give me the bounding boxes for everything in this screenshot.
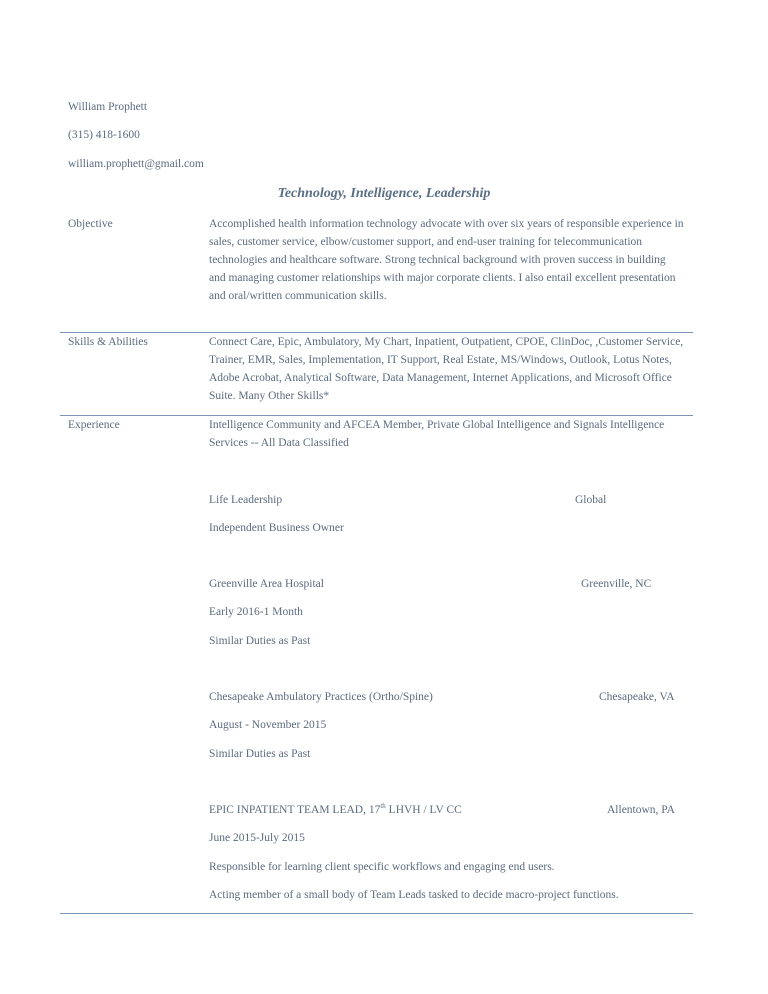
section-divider: [60, 913, 693, 914]
job-title-site: LHVH / LV CC: [385, 804, 462, 816]
objective-section: [60, 215, 693, 325]
job-title: Greenville Area Hospital: [209, 578, 324, 590]
job-duties: Similar Duties as Past: [209, 635, 311, 647]
job-dates: Early 2016-1 Month: [209, 606, 303, 618]
skills-section: [60, 333, 693, 413]
job-duties: Acting member of a small body of Team Leads tasked to decide macro-project functions.: [209, 889, 619, 901]
job-title: Life Leadership: [209, 494, 283, 506]
job-title: Chesapeake Ambulatory Practices (Ortho/Spine): [209, 691, 433, 703]
tagline: Technology, Intelligence, Leadership: [277, 186, 491, 201]
job-title: [209, 803, 462, 817]
objective-label: Objective: [68, 218, 113, 230]
experience-intro: Intelligence Community and AFCEA Member, Private Global Intelligence and Signals Intelligence Services -- All Data Classified: [209, 419, 665, 449]
job-title-main: EPIC INPATIENT TEAM LEAD, 17: [209, 804, 381, 816]
contact-phone: (315) 418-1600: [68, 129, 140, 141]
job-location: Chesapeake, VA: [599, 691, 675, 703]
job-dates: June 2015-July 2015: [209, 832, 305, 844]
job-title-ordinal: th: [380, 802, 386, 811]
contact-email: william.prophett@gmail.com: [68, 158, 204, 170]
job-dates: August - November 2015: [209, 719, 327, 731]
job-location: Global: [575, 494, 607, 506]
experience-section: [60, 416, 693, 456]
skills-text: Connect Care, Epic, Ambulatory, My Chart, Inpatient, Outpatient, CPOE, ClinDoc, ,Customer Service, Trainer, EMR, Sales, Implementation, IT Support, Real Estate, MS/Windows, Outlook, Lotus Notes, Adobe Acrobat, Analytical Software, Data Management, Internet Applications, and Microsoft Office Suite. Many Other Skills*: [209, 336, 684, 402]
job-location: Greenville, NC: [581, 578, 652, 590]
job-role: Independent Business Owner: [209, 522, 344, 534]
skills-label: Skills & Abilities: [68, 336, 148, 348]
job-duties: Responsible for learning client specific workflows and engaging end users.: [209, 861, 555, 873]
contact-name: William Prophett: [68, 101, 148, 113]
job-location: Allentown, PA: [607, 804, 675, 816]
job-duties: Similar Duties as Past: [209, 748, 311, 760]
experience-label: Experience: [68, 419, 120, 431]
objective-text: Accomplished health information technology advocate with over six years of responsible experience in sales, customer service, elbow/customer support, and end-user training for telecommunication technologies and healthcare software. Strong technical background with proven success in building and managing customer relationships with major corporate clients. I also entail excellent presentation and oral/written communication skills.: [209, 218, 684, 302]
